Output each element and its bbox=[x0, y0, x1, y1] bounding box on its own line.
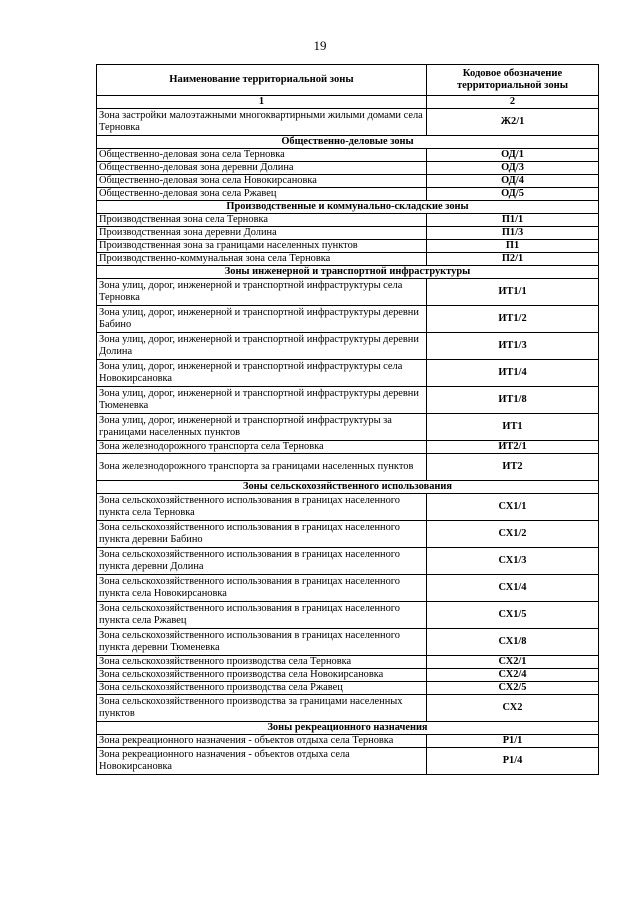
column-number-row bbox=[97, 96, 599, 109]
zone-name-cell: Зона сельскохозяйственного использования в границах населенного пункта деревни Долина bbox=[97, 548, 427, 575]
zone-name-cell: Производственная зона деревни Долина bbox=[97, 227, 427, 240]
zone-code-cell: СХ2 bbox=[427, 695, 599, 722]
page-number: 19 bbox=[313, 38, 327, 53]
table-row bbox=[97, 333, 599, 360]
zone-name-cell: Зона улиц, дорог, инженерной и транспортной инфраструктуры села Терновка bbox=[97, 279, 427, 306]
zone-code-cell: ИТ1/8 bbox=[427, 387, 599, 414]
table-row bbox=[97, 387, 599, 414]
table-row bbox=[97, 669, 599, 682]
zone-name-cell: Производственная зона за границами населенных пунктов bbox=[97, 240, 427, 253]
table-row bbox=[97, 656, 599, 669]
zone-code-cell: СХ2/1 bbox=[427, 656, 599, 669]
zone-name-cell: Зона сельскохозяйственного использования в границах населенного пункта деревни Тюменевка bbox=[97, 629, 427, 656]
zone-name-cell: Общественно-деловая зона села Новокирсановка bbox=[97, 175, 427, 188]
zone-name-cell: Общественно-деловая зона села Терновка bbox=[97, 149, 427, 162]
zone-code-cell: П2/1 bbox=[427, 253, 599, 266]
table-row bbox=[97, 306, 599, 333]
zone-code-cell: П1/1 bbox=[427, 214, 599, 227]
zone-code-cell: СХ2/5 bbox=[427, 682, 599, 695]
zone-name-cell: Общественно-деловая зона села Ржавец bbox=[97, 188, 427, 201]
zone-code-cell: Р1/1 bbox=[427, 735, 599, 748]
zone-name-cell: Зона сельскохозяйственного производства села Новокирсановка bbox=[97, 669, 427, 682]
zone-name-cell: Зона сельскохозяйственного использования в границах населенного пункта села Терновка bbox=[97, 494, 427, 521]
zone-name-cell: Производственная зона села Терновка bbox=[97, 214, 427, 227]
zone-code-cell: ИТ1/4 bbox=[427, 360, 599, 387]
territorial-zones-table bbox=[96, 64, 599, 775]
table-row bbox=[97, 521, 599, 548]
table-row bbox=[97, 602, 599, 629]
section-row bbox=[97, 136, 599, 149]
column-number-1: 1 bbox=[97, 96, 427, 109]
zone-name-cell: Зона улиц, дорог, инженерной и транспортной инфраструктуры деревни Бабино bbox=[97, 306, 427, 333]
table-body bbox=[97, 109, 599, 775]
zone-name-cell: Зона рекреационного назначения - объектов отдыха села Терновка bbox=[97, 735, 427, 748]
zone-name-cell: Зона улиц, дорог, инженерной и транспортной инфраструктуры за границами населенных пунктов bbox=[97, 414, 427, 441]
table-row bbox=[97, 575, 599, 602]
table-row bbox=[97, 227, 599, 240]
zone-code-cell: СХ1/5 bbox=[427, 602, 599, 629]
zone-name-cell: Зона улиц, дорог, инженерной и транспортной инфраструктуры деревни Долина bbox=[97, 333, 427, 360]
zone-name-cell: Зона рекреационного назначения - объектов отдыха села Новокирсановка bbox=[97, 748, 427, 775]
zone-name-cell: Зона сельскохозяйственного производства за границами населенных пунктов bbox=[97, 695, 427, 722]
table-row bbox=[97, 494, 599, 521]
table-row bbox=[97, 748, 599, 775]
zone-code-cell: ИТ1 bbox=[427, 414, 599, 441]
zone-code-cell: ОД/1 bbox=[427, 149, 599, 162]
zone-name-cell: Зона сельскохозяйственного использования в границах населенного пункта деревни Бабино bbox=[97, 521, 427, 548]
table-row bbox=[97, 735, 599, 748]
zone-name-cell: Зона железнодорожного транспорта села Терновка bbox=[97, 441, 427, 454]
table-row bbox=[97, 253, 599, 266]
table-row bbox=[97, 188, 599, 201]
zone-code-cell: ИТ1/3 bbox=[427, 333, 599, 360]
table-row bbox=[97, 162, 599, 175]
table-row bbox=[97, 214, 599, 227]
table-row bbox=[97, 454, 599, 481]
zone-code-cell: ОД/3 bbox=[427, 162, 599, 175]
zone-code-cell: СХ2/4 bbox=[427, 669, 599, 682]
zone-code-cell: Р1/4 bbox=[427, 748, 599, 775]
zone-code-cell: СХ1/8 bbox=[427, 629, 599, 656]
zone-code-cell: ИТ2/1 bbox=[427, 441, 599, 454]
section-row bbox=[97, 481, 599, 494]
header-zone-code: Кодовое обозначение территориальной зоны bbox=[427, 65, 599, 96]
table-row bbox=[97, 548, 599, 575]
zone-code-cell: ОД/4 bbox=[427, 175, 599, 188]
table-row bbox=[97, 240, 599, 253]
section-title: Зоны сельскохозяйственного использования bbox=[97, 481, 599, 494]
zone-name-cell: Зона сельскохозяйственного использования в границах населенного пункта села Новокирсановка bbox=[97, 575, 427, 602]
zone-name-cell: Зона сельскохозяйственного производства села Ржавец bbox=[97, 682, 427, 695]
zone-name-cell: Зона застройки малоэтажными многоквартирными жилыми домами села Терновка bbox=[97, 109, 427, 136]
zone-code-cell: П1 bbox=[427, 240, 599, 253]
zone-name-cell: Зона улиц, дорог, инженерной и транспортной инфраструктуры села Новокирсановка bbox=[97, 360, 427, 387]
table-row bbox=[97, 279, 599, 306]
section-title: Зоны инженерной и транспортной инфраструктуры bbox=[97, 266, 599, 279]
zone-code-cell: СХ1/4 bbox=[427, 575, 599, 602]
section-title: Производственные и коммунально-складские зоны bbox=[97, 201, 599, 214]
table-row bbox=[97, 441, 599, 454]
zone-name-cell: Общественно-деловая зона деревни Долина bbox=[97, 162, 427, 175]
header-zone-name: Наименование территориальной зоны bbox=[97, 65, 427, 96]
zone-code-cell: Ж2/1 bbox=[427, 109, 599, 136]
zone-code-cell: СХ1/2 bbox=[427, 521, 599, 548]
zone-code-cell: П1/3 bbox=[427, 227, 599, 240]
zone-code-cell: ОД/5 bbox=[427, 188, 599, 201]
section-row bbox=[97, 722, 599, 735]
table-row bbox=[97, 629, 599, 656]
table-row bbox=[97, 414, 599, 441]
table-row bbox=[97, 682, 599, 695]
table-header-row bbox=[97, 65, 599, 96]
section-row bbox=[97, 266, 599, 279]
zone-name-cell: Зона сельскохозяйственного производства села Терновка bbox=[97, 656, 427, 669]
table-row bbox=[97, 360, 599, 387]
section-row bbox=[97, 201, 599, 214]
table-row bbox=[97, 695, 599, 722]
zone-code-cell: ИТ2 bbox=[427, 454, 599, 481]
zone-code-cell: СХ1/1 bbox=[427, 494, 599, 521]
zone-code-cell: СХ1/3 bbox=[427, 548, 599, 575]
section-title: Зоны рекреационного назначения bbox=[97, 722, 599, 735]
zone-name-cell: Зона железнодорожного транспорта за границами населенных пунктов bbox=[97, 454, 427, 481]
table-row bbox=[97, 149, 599, 162]
zone-name-cell: Производственно-коммунальная зона села Терновка bbox=[97, 253, 427, 266]
table-row bbox=[97, 175, 599, 188]
table-row bbox=[97, 109, 599, 136]
section-title: Общественно-деловые зоны bbox=[97, 136, 599, 149]
zone-name-cell: Зона сельскохозяйственного использования в границах населенного пункта села Ржавец bbox=[97, 602, 427, 629]
column-number-2: 2 bbox=[427, 96, 599, 109]
zone-code-cell: ИТ1/1 bbox=[427, 279, 599, 306]
zone-name-cell: Зона улиц, дорог, инженерной и транспортной инфраструктуры деревни Тюменевка bbox=[97, 387, 427, 414]
zone-code-cell: ИТ1/2 bbox=[427, 306, 599, 333]
